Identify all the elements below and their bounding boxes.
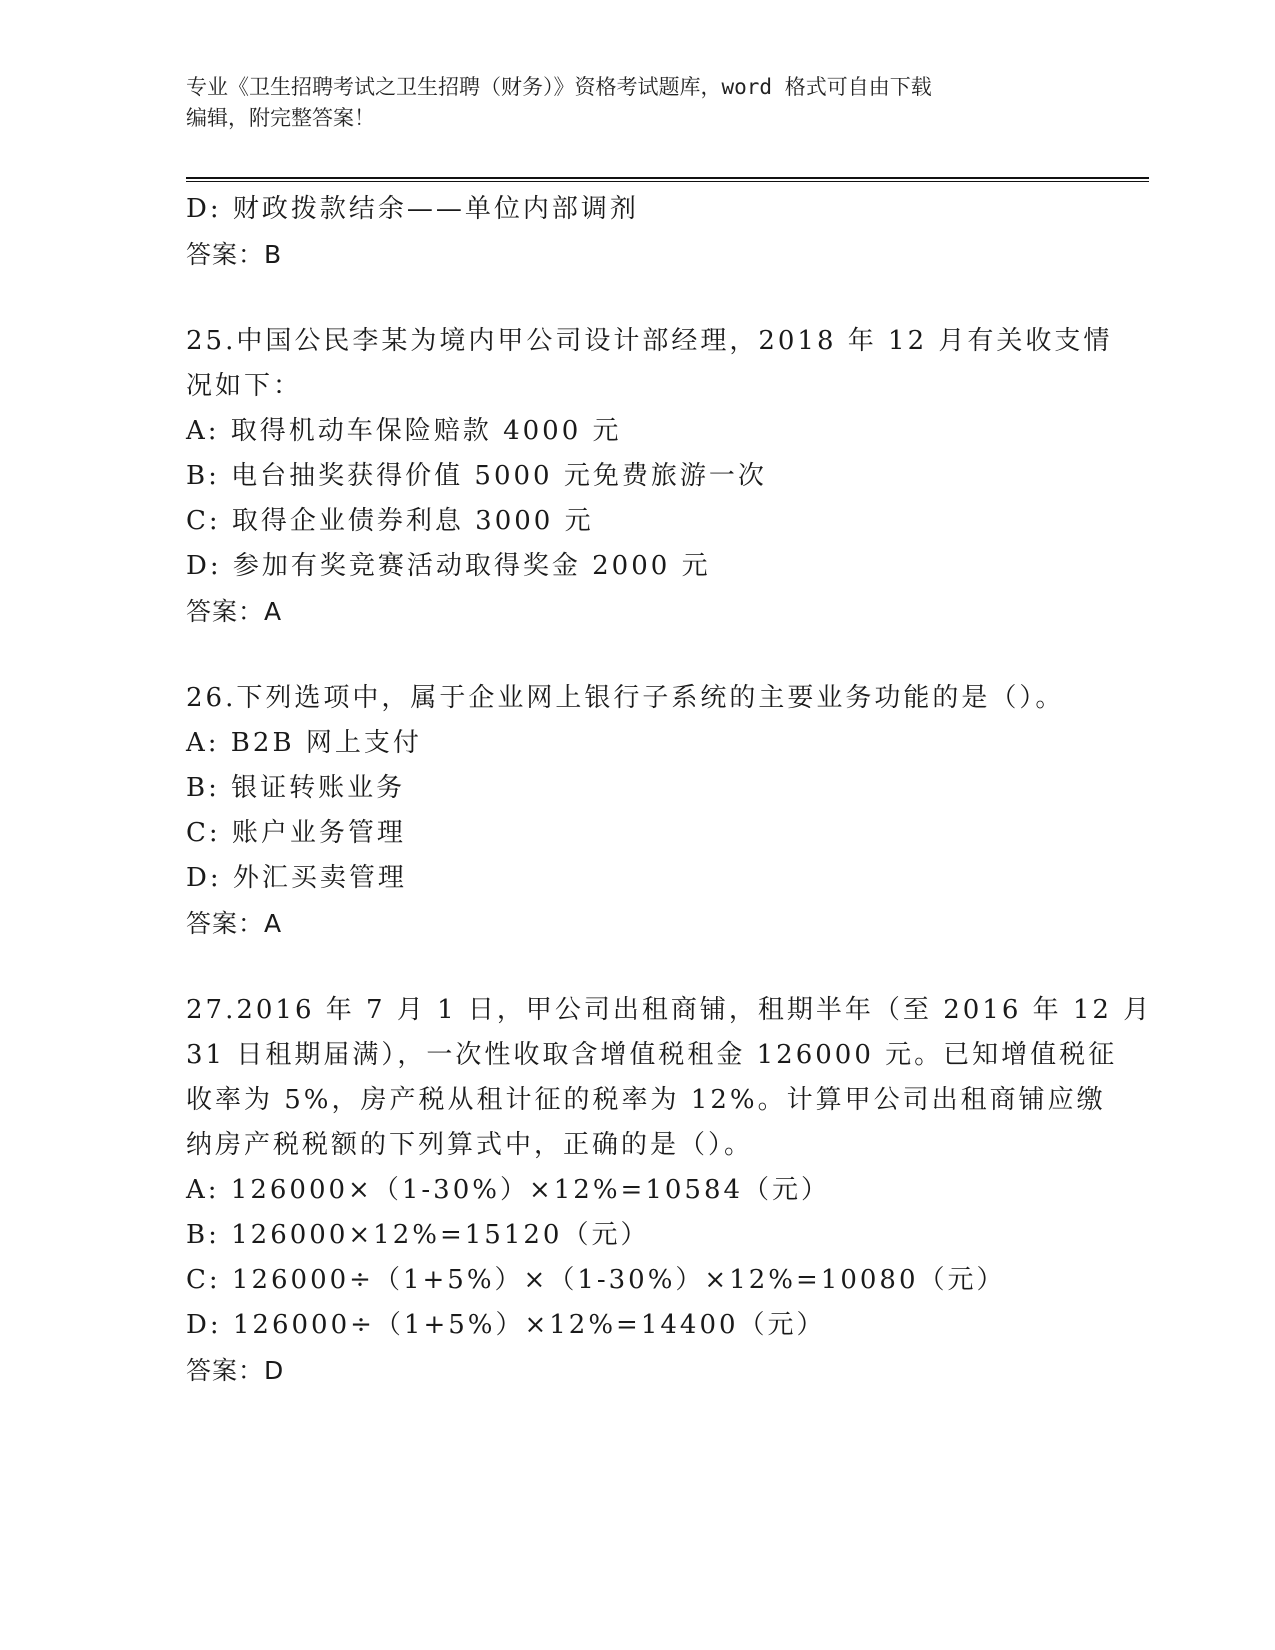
option-b: B: 电台抽奖获得价值 5000 元免费旅游一次	[186, 461, 767, 491]
question-text-line: 27.2016 年 7 月 1 日，甲公司出租商铺，租期半年（至 2016 年 12 月	[186, 995, 1153, 1025]
question-text-line: 26.下列选项中，属于企业网上银行子系统的主要业务功能的是（）。	[186, 683, 1065, 713]
question-26	[186, 676, 1086, 946]
option-c: C: 账户业务管理	[186, 818, 406, 848]
question-text-line: 纳房产税税额的下列算式中，正确的是（）。	[186, 1130, 754, 1160]
header-rule-bottom	[186, 181, 1149, 182]
answer: 答案：A	[186, 909, 283, 938]
question-content	[186, 187, 1153, 1393]
document-header	[186, 72, 1086, 134]
option-a: A: B2B 网上支付	[186, 728, 422, 758]
option-d: D: 外汇买卖管理	[186, 863, 407, 893]
prev-answer: 答案：B	[186, 240, 283, 269]
header-rule-top	[186, 177, 1149, 179]
question-text-line: 收率为 5%，房产税从租计征的税率为 12%。计算甲公司出租商铺应缴	[186, 1085, 1106, 1115]
option-b: B: 银证转账业务	[186, 773, 406, 803]
question-text-line: 况如下：	[186, 371, 303, 401]
question-text-line: 31 日租期届满），一次性收取含增值税租金 126000 元。已知增值税征	[186, 1040, 1118, 1070]
option-b: B: 126000×12%=15120（元）	[186, 1220, 650, 1250]
option-a: A: 126000×（1-30%）×12%=10584（元）	[186, 1175, 831, 1205]
answer: 答案：D	[186, 1356, 285, 1385]
question-25	[186, 319, 1113, 634]
prev-option-d: D: 财政拨款结余——单位内部调剂	[186, 194, 639, 224]
header-line-1: 专业《卫生招聘考试之卫生招聘（财务）》资格考试题库，word 格式可自由下载	[186, 75, 932, 99]
option-c: C: 126000÷（1+5%）×（1-30%）×12%=10080（元）	[186, 1265, 1006, 1295]
question-27	[186, 988, 1153, 1393]
question-text-line: 25.中国公民李某为境内甲公司设计部经理，2018 年 12 月有关收支情	[186, 326, 1113, 356]
option-c: C: 取得企业债券利息 3000 元	[186, 506, 594, 536]
option-d: D: 126000÷（1+5%）×12%=14400（元）	[186, 1310, 826, 1340]
option-d: D: 参加有奖竞赛活动取得奖金 2000 元	[186, 551, 711, 581]
answer: 答案：A	[186, 597, 283, 626]
header-line-2: 编辑，附完整答案！	[186, 106, 375, 130]
option-a: A: 取得机动车保险赔款 4000 元	[186, 416, 622, 446]
